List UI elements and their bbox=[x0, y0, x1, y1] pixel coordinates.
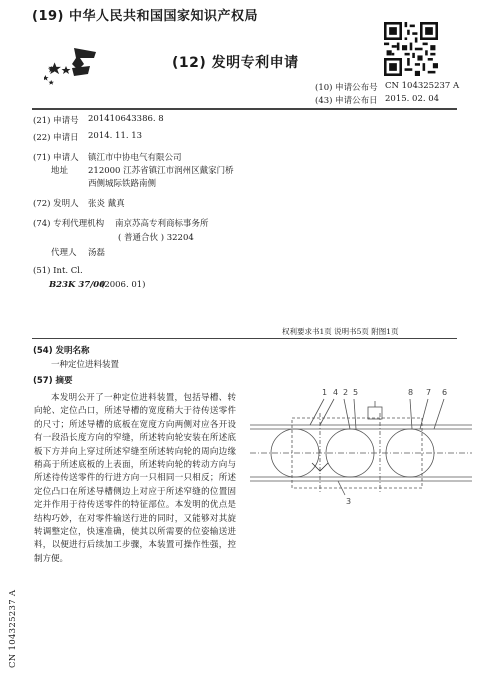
agency-line-1: 南京苏高专利商标事务所 bbox=[115, 219, 209, 229]
figure-label-7: 7 bbox=[426, 388, 432, 397]
qr-code-icon bbox=[384, 22, 438, 76]
figure-label-5: 5 bbox=[353, 388, 359, 397]
publication-number-label: (10) 申请公布号 bbox=[315, 83, 378, 93]
figure-label-8: 8 bbox=[408, 388, 414, 397]
application-number: 201410643386. 8 bbox=[88, 114, 164, 124]
agent-label: 代理人 bbox=[51, 248, 77, 258]
document-type: (12) 发明专利申请 bbox=[172, 55, 299, 71]
page-counts: 权利要求书1页 说明书5页 附图1页 bbox=[282, 327, 399, 336]
inventor-label: (72) 发明人 bbox=[33, 199, 79, 209]
figure-label-2: 2 bbox=[343, 388, 349, 397]
filing-date: 2014. 11. 13 bbox=[88, 131, 143, 141]
ipc-label: (51) Int. Cl. bbox=[33, 266, 83, 276]
figure-label-1: 1 bbox=[322, 388, 328, 397]
application-number-label: (21) 申请号 bbox=[33, 116, 79, 126]
office-name: (19) 中华人民共和国国家知识产权局 bbox=[32, 9, 258, 24]
publication-number: CN 104325237 A bbox=[385, 81, 460, 91]
vertical-publication-number: CN 104325237 A bbox=[8, 589, 18, 668]
agency-label: (74) 专利代理机构 bbox=[33, 219, 105, 229]
ipc-code: B23K 37/00 bbox=[49, 280, 106, 290]
figure-label-4: 4 bbox=[333, 388, 339, 397]
figure-label-3: 3 bbox=[346, 497, 352, 506]
ipc-year: (2006. 01) bbox=[101, 280, 146, 290]
invention-title: 一种定位进料装置 bbox=[51, 360, 120, 370]
agent: 汤磊 bbox=[88, 248, 106, 258]
applicant: 镇江市中协电气有限公司 bbox=[88, 153, 182, 163]
address-line-1: 212000 江苏省镇江市润州区戴家门桥 bbox=[88, 166, 234, 176]
filing-date-label: (22) 申请日 bbox=[33, 133, 79, 143]
address-label: 地址 bbox=[51, 166, 69, 176]
agency-line-2: ( 普通合伙 ) 32204 bbox=[118, 233, 194, 243]
inventors: 张炎 戴真 bbox=[88, 199, 125, 209]
publication-date: 2015. 02. 04 bbox=[385, 94, 440, 104]
abstract-text: 本发明公开了一种定位进料装置，包括导槽、转向轮、定位凸口，所述导槽的宽度稍大于待传送零件的尺寸；所述导槽的底板在宽度方向两侧对应各开设有一段沿长度方向的窄缝，所述转向轮安装在所述底板下方并向上穿过所述窄缝至所述转向轮的周向边缘稍高于所述底板的上表面，所述转向轮的转动方向与所述待传送零件的行进方向一只相同一只相反；所述定位凸口在所述导槽侧边上对应于所述窄缝的位置固定并作用于待传送零件的特征部位。本发明的优点是结构巧妙，在对零件输送行进的同时，又能够对其旋转调整定位，快速准确，使其以所需要的位姿输送进料，以便进行后续加工步骤，本装置可操作性强，控制方便。 bbox=[34, 393, 236, 564]
invention-title-label: (54) 发明名称 bbox=[33, 346, 90, 356]
applicant-label: (71) 申请人 bbox=[33, 153, 79, 163]
abstract-label: (57) 摘要 bbox=[33, 376, 73, 386]
abstract-drawing bbox=[250, 383, 472, 508]
header-divider bbox=[32, 108, 457, 110]
emblem-logo-icon bbox=[44, 44, 100, 88]
section-divider bbox=[32, 338, 457, 339]
figure-label-6: 6 bbox=[442, 388, 448, 397]
publication-date-label: (43) 申请公布日 bbox=[315, 96, 378, 106]
address-line-2: 西侧城际铁路南侧 bbox=[88, 179, 157, 189]
